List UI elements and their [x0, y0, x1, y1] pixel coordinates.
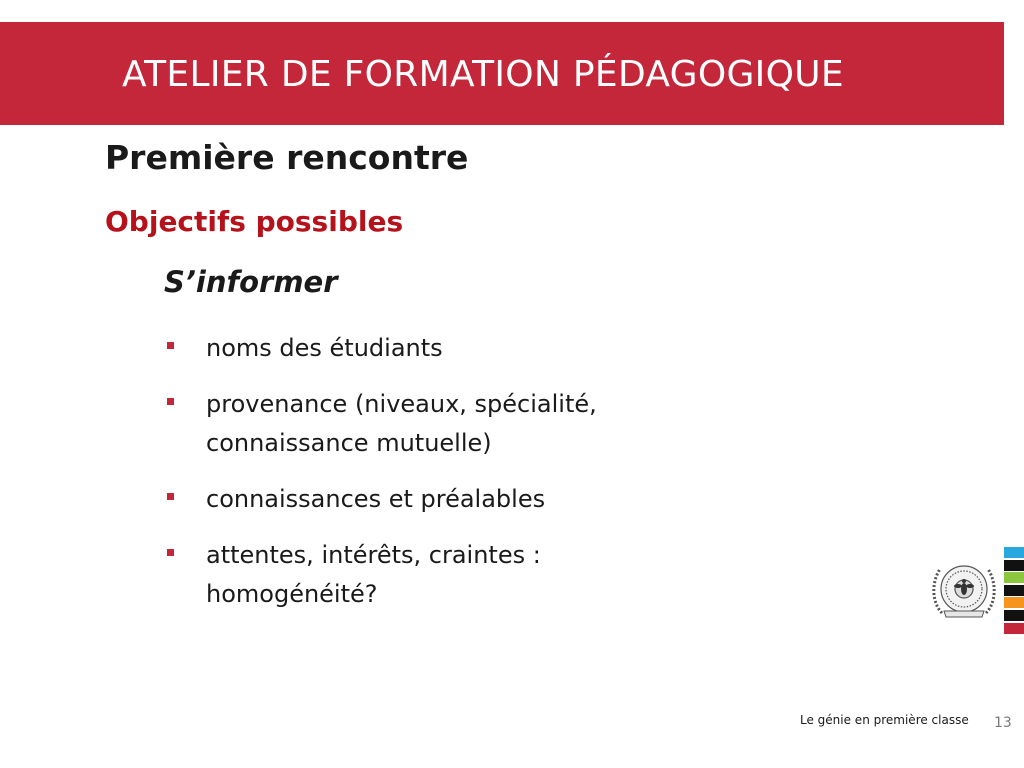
strip-swatch — [1004, 623, 1024, 634]
banner-title: ATELIER DE FORMATION PÉDAGOGIQUE — [122, 54, 844, 95]
bullet-text-line-1: attentes, intérêts, craintes : — [206, 541, 541, 569]
engineering-school-seal-icon — [928, 553, 1000, 625]
bullet-item — [164, 480, 724, 519]
section-heading: S’informer — [164, 265, 338, 299]
square-bullet-icon — [167, 493, 174, 500]
footer-text: Le génie en première classe — [800, 713, 969, 727]
square-bullet-icon — [167, 398, 174, 405]
page-number: 13 — [994, 715, 1012, 731]
bullet-item — [164, 385, 724, 463]
square-bullet-icon — [167, 549, 174, 556]
strip-swatch — [1004, 610, 1024, 621]
strip-swatch — [1004, 572, 1024, 583]
bullet-text-line-2: connaissance mutuelle) — [206, 429, 492, 457]
square-bullet-icon — [167, 342, 174, 349]
strip-swatch — [1004, 547, 1024, 558]
bullet-item — [164, 536, 724, 614]
color-strip — [1004, 547, 1024, 635]
bullet-list — [164, 329, 724, 631]
strip-swatch — [1004, 585, 1024, 596]
slide-subtitle: Objectifs possibles — [105, 205, 404, 238]
slide-title: Première rencontre — [105, 138, 469, 177]
bullet-text-line-1: provenance (niveaux, spécialité, — [206, 390, 597, 418]
bullet-text: noms des étudiants — [206, 334, 443, 362]
bullet-text-line-2: homogénéité? — [206, 580, 378, 608]
bullet-text: connaissances et préalables — [206, 485, 546, 513]
bullet-item — [164, 329, 724, 368]
strip-swatch — [1004, 597, 1024, 608]
strip-swatch — [1004, 560, 1024, 571]
